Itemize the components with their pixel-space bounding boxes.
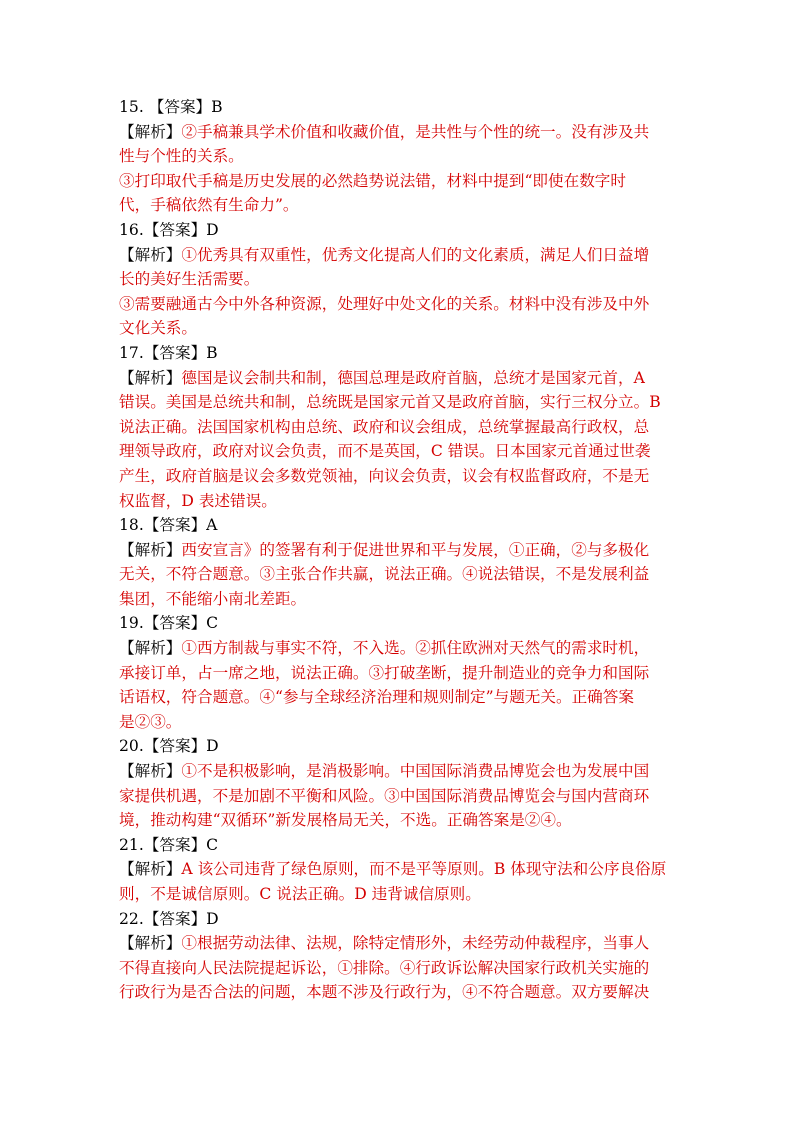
analysis-line: [119, 243, 679, 268]
analysis-text: A 该公司违背了绿色原则，而不是平等原则。B 体现守法和公序良俗原: [181, 860, 667, 879]
answer-line: 21.【答案】C: [119, 835, 219, 854]
analysis-tag: 【解析】: [119, 860, 182, 879]
analysis-line: [119, 956, 679, 981]
answer-entry: [119, 907, 679, 1005]
analysis-text: ③打印取代手稿是历史发展的必然趋势说法错，材料中提到“即使在数字时: [119, 171, 626, 190]
analysis-text: 产生，政府首脑是议会多数党领袖，向议会负责，议会有权监督政府，不是无: [119, 466, 650, 485]
analysis-text: 无关，不符合题意。③主张合作共赢，说法正确。④说法错误，不是发展利益: [119, 565, 650, 584]
analysis-text: ①西方制裁与事实不符，不入选。②抓住欧洲对天然气的需求时机，: [181, 639, 650, 658]
analysis-text: 话语权，符合题意。④“参与全球经济治理和规则制定”与题无关。正确答案: [119, 688, 634, 707]
analysis-text: 权监督，D 表述错误。: [119, 491, 277, 510]
analysis-line: [119, 267, 679, 292]
answer-entry: [119, 734, 679, 832]
analysis-tag: 【解析】: [119, 122, 182, 141]
analysis-text: 是②③。: [119, 712, 182, 731]
analysis-text: 集团，不能缩小南北差距。: [119, 589, 307, 608]
analysis-line: [119, 931, 679, 956]
analysis-text: 境，推动构建“双循环”新发展格局无关，不选。正确答案是②④。: [119, 811, 572, 830]
analysis-text: 性与个性的关系。: [119, 147, 244, 166]
analysis-text: 错误。美国是总统共和制，总统既是国家元首又是政府首脑，实行三权分立。B: [119, 393, 661, 412]
analysis-text: 行政行为是否合法的问题，本题不涉及行政行为，④不符合题意。双方要解决: [119, 983, 650, 1002]
analysis-line: [119, 366, 679, 391]
answer-line: 15. 【答案】B: [119, 98, 223, 116]
analysis-line: [119, 316, 679, 341]
analysis-text: 德国是议会制共和制，德国总理是政府首脑，总统才是国家元首，A: [181, 368, 645, 387]
answer-line: 20.【答案】D: [119, 737, 219, 756]
analysis-tag: 【解析】: [119, 368, 182, 387]
analysis-line: [119, 759, 679, 784]
analysis-line: [119, 562, 679, 587]
answer-entry: [119, 513, 679, 611]
analysis-text: 文化关系。: [119, 319, 197, 338]
analysis-line: [119, 661, 679, 686]
analysis-tag: 【解析】: [119, 639, 182, 658]
answer-entry: [119, 611, 679, 734]
answer-line: 17.【答案】B: [119, 343, 218, 362]
analysis-text: 理领导政府，政府对议会负责，而不是英国，C 错误。日本国家元首通过世袭: [119, 442, 651, 461]
answer-entry: [119, 341, 679, 513]
analysis-tag: 【解析】: [119, 762, 182, 781]
analysis-line: [119, 169, 679, 194]
answer-sheet: [119, 95, 679, 1005]
analysis-text: 承接订单，占一席之地，说法正确。③打破垄断，提升制造业的竞争力和国际: [119, 663, 650, 682]
answer-line: 19.【答案】C: [119, 614, 219, 633]
analysis-line: [119, 439, 679, 464]
analysis-text: ①不是积极影响，是消极影响。中国国际消费品博览会也为发展中国: [181, 762, 650, 781]
analysis-line: [119, 685, 679, 710]
analysis-line: [119, 636, 679, 661]
analysis-tag: 【解析】: [119, 540, 182, 559]
analysis-line: [119, 784, 679, 809]
analysis-line: [119, 292, 679, 317]
analysis-text: ①优秀具有双重性，优秀文化提高人们的文化素质，满足人们日益增: [181, 245, 650, 264]
analysis-text: 家提供机遇，不是加剧不平衡和风险。③中国国际消费品博览会与国内营商环: [119, 786, 650, 805]
answer-entry: [119, 218, 679, 341]
analysis-tag: 【解析】: [119, 934, 182, 953]
analysis-text: 西安宣言》的签署有利于促进世界和平与发展，①正确，②与多极化: [181, 540, 650, 559]
answer-line: 18.【答案】A: [119, 516, 218, 535]
analysis-text: 不得直接向人民法院提起诉讼，①排除。④行政诉讼解决国家行政机关实施的: [119, 958, 650, 977]
analysis-line: [119, 193, 679, 218]
analysis-line: [119, 464, 679, 489]
analysis-line: [119, 390, 679, 415]
analysis-line: [119, 587, 679, 612]
analysis-tag: 【解析】: [119, 245, 182, 264]
analysis-text: 说法正确。法国国家机构由总统、政府和议会组成，总统掌握最高行政权，总: [119, 417, 650, 436]
analysis-line: [119, 808, 679, 833]
analysis-text: 长的美好生活需要。: [119, 270, 260, 289]
answer-line: 22.【答案】D: [119, 909, 219, 928]
analysis-line: [119, 538, 679, 563]
analysis-line: [119, 415, 679, 440]
analysis-line: [119, 710, 679, 735]
analysis-line: [119, 144, 679, 169]
analysis-line: [119, 882, 679, 907]
analysis-line: [119, 857, 679, 882]
analysis-text: ②手稿兼具学术价值和收藏价值，是共性与个性的统一。没有涉及共: [181, 122, 650, 141]
analysis-text: 代，手稿依然有生命力”。: [119, 196, 299, 215]
analysis-text: 则，不是诚信原则。C 说法正确。D 违背诚信原则。: [119, 885, 481, 903]
answer-line: 16.【答案】D: [119, 220, 219, 239]
answer-entry: [119, 833, 679, 907]
analysis-line: [119, 120, 679, 145]
analysis-text: ①根据劳动法律、法规，除特定情形外，未经劳动仲裁程序，当事人: [181, 934, 650, 953]
analysis-line: [119, 980, 679, 1005]
analysis-text: ③需要融通古今中外各种资源，处理好中处文化的关系。材料中没有涉及中外: [119, 294, 650, 313]
answer-entry: [119, 95, 679, 218]
analysis-line: [119, 489, 679, 514]
